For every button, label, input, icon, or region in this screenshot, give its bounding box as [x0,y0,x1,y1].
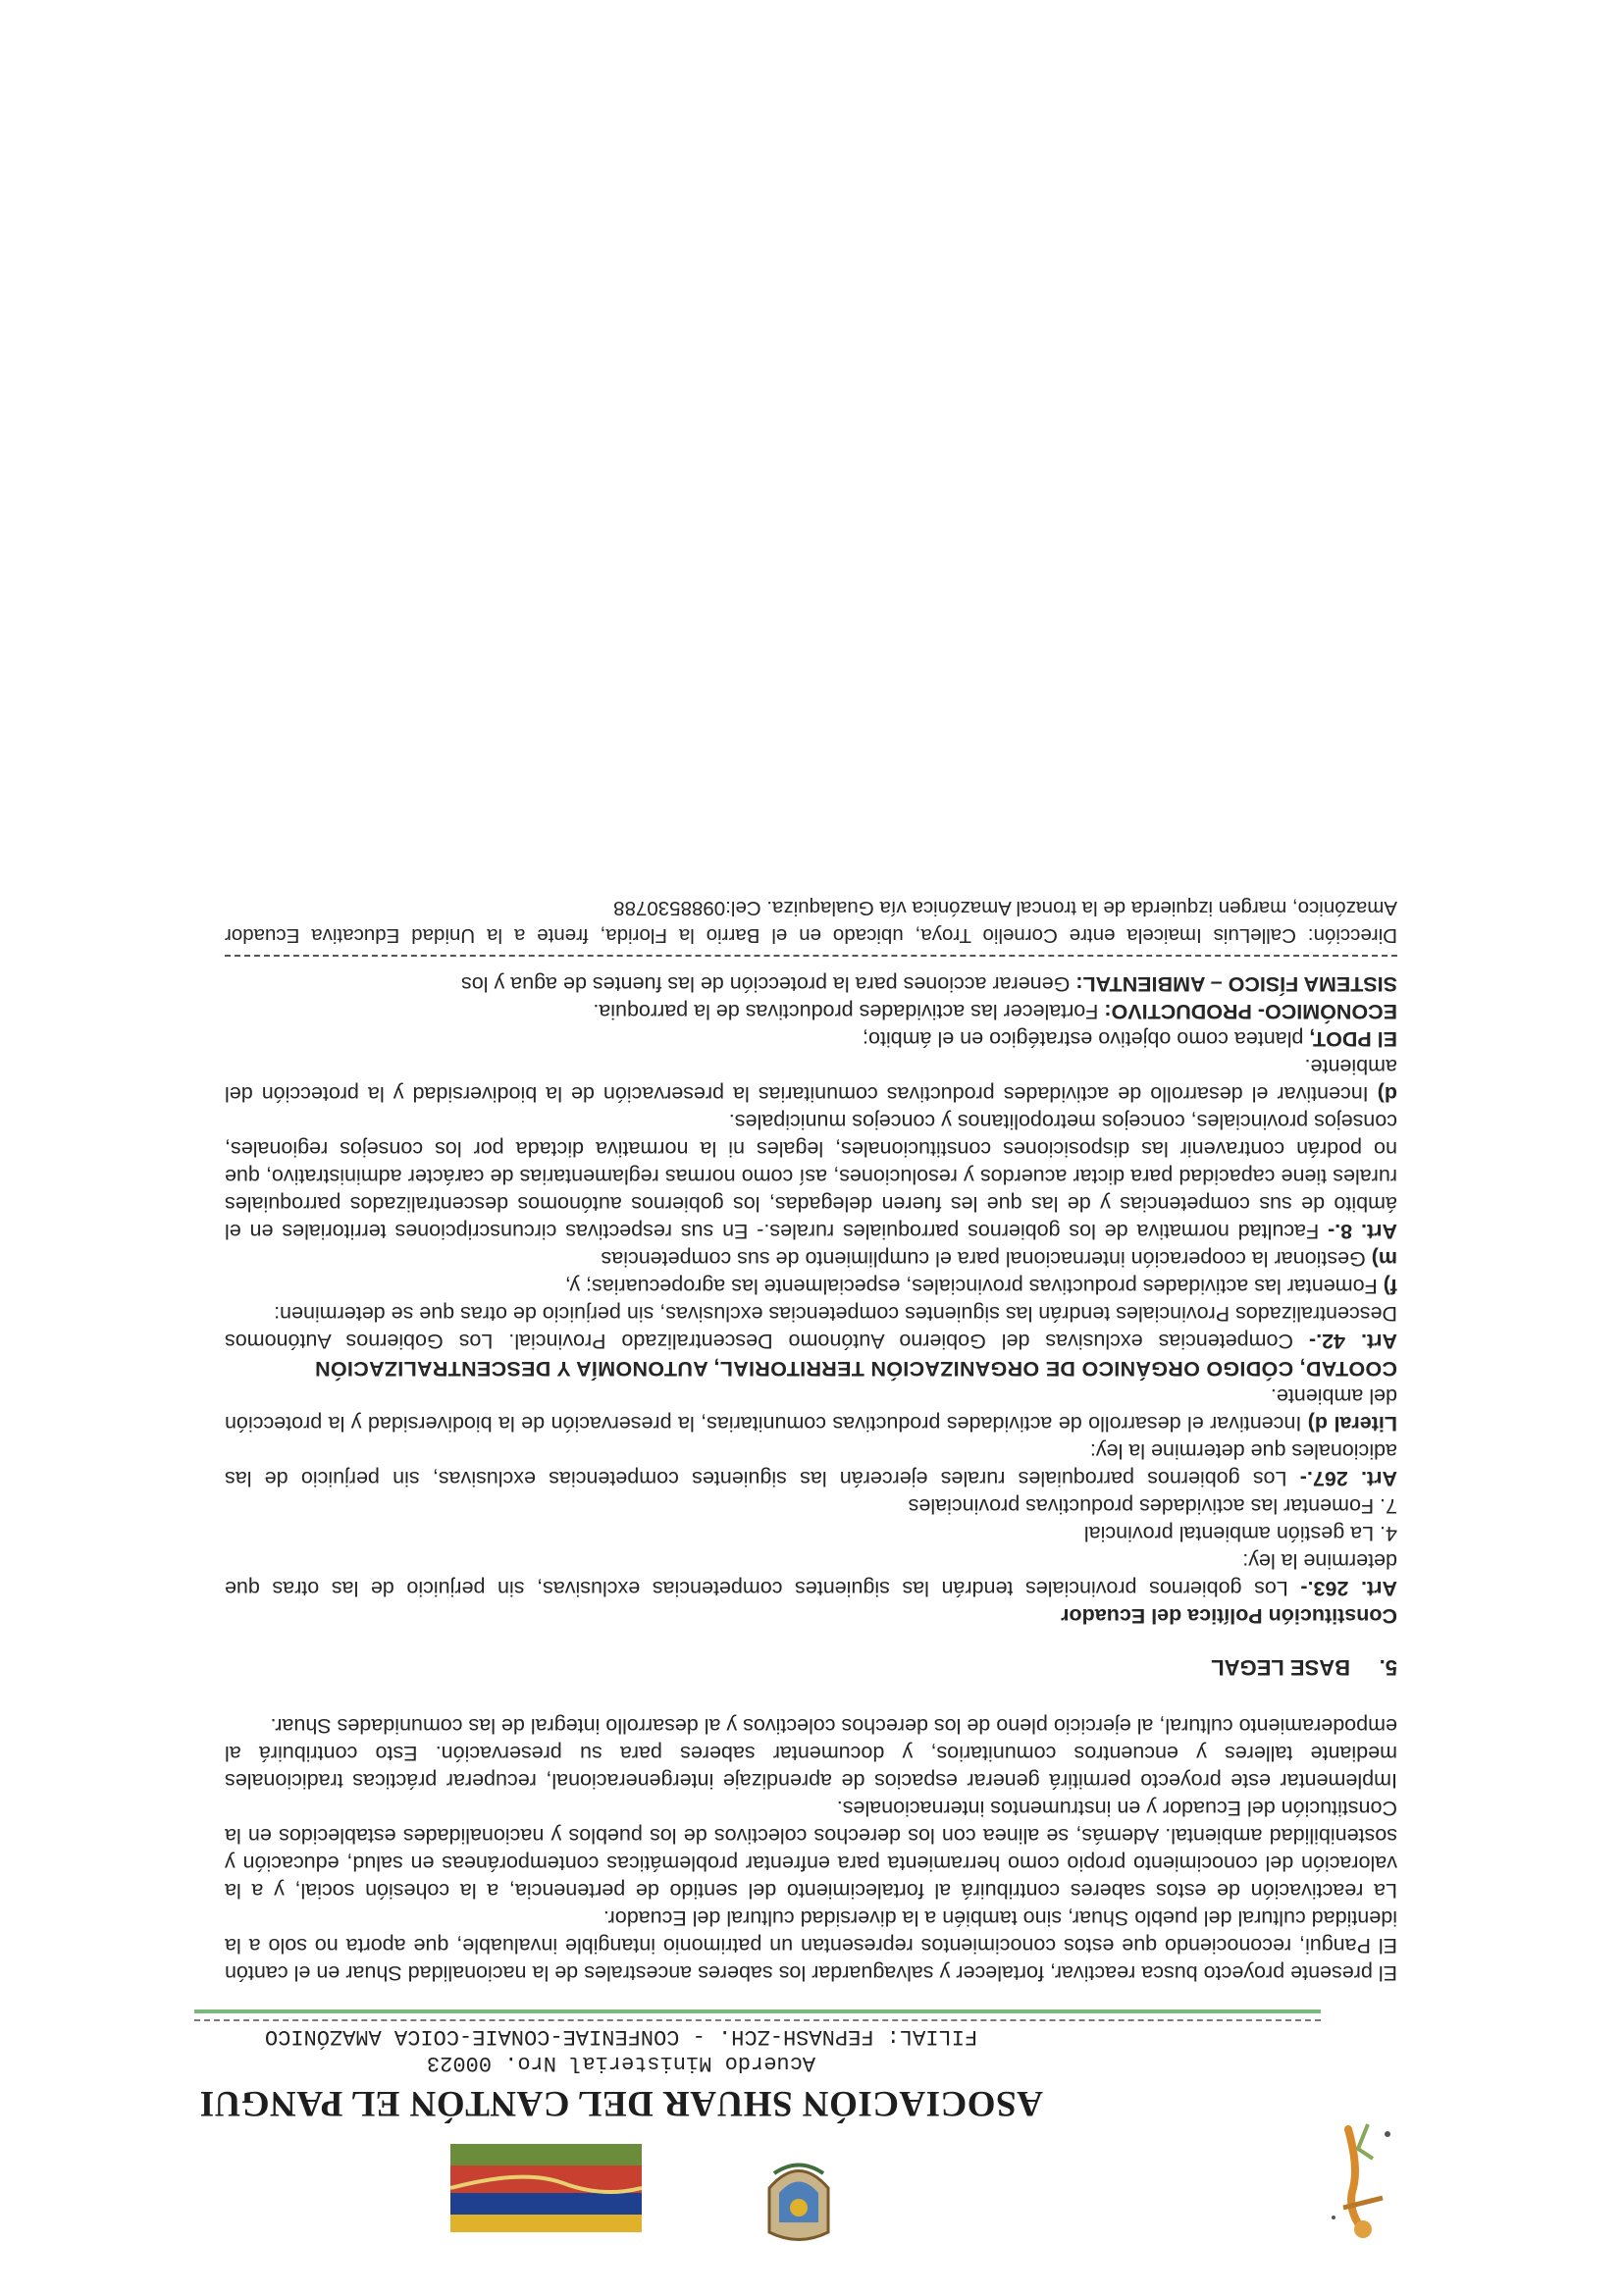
pdot-text: plantea como objetivo estratégico en el ámbito; [863,1027,1310,1051]
footer-address: Dirección: CalleLuis Imaicela entre Cornelio Troya, ubicado en el Barrio la Florida, frente a la Unidad Educativa Ecuador Amazónico, margen izquierda de la troncal Amazónica vía Gualaquiza. Cel:0988530788 [225,897,1397,947]
header-green-rule [194,2009,1321,2013]
art-263 [225,1547,1397,1602]
pdot-environmental [225,970,1397,998]
section-heading [225,1653,1397,1681]
pdot-objective [225,1025,1397,1053]
footer [225,894,1397,949]
pdot-economic-label: ECONÓMICO- PRODUCTIVO: [1104,1000,1397,1023]
literal-d-text: Incentivar el desarrollo de actividades productivas comunitarias, la preservación de la biodiversidad y la protección del ambiente. [225,1384,1397,1435]
intro-paragraph-2: La reactivación de estos saberes contribuirá al fortalecimiento del sentido de pertenencia, a la cohesión social, y a la valoración del conocimiento propio como herramienta para enfrentar problemáticas contemporáneas en salud, educación y sostenibilidad ambiental. Además, se alinea con los derechos colectivos de los pueblos y nacionalidades establecidos en la Constitución del Ecuador y en instrumentos internacionales. [225,1797,1397,1903]
organization-name: ASOCIACIÓN SHUAR DEL CANTÓN EL PANGUI [199,2083,1043,2123]
art-267-label: Art. 267.- [1299,1467,1397,1490]
pdot-economic [225,998,1397,1025]
item-d [225,1053,1397,1108]
item-f-label: f) [1383,1275,1397,1298]
art-8-label: Art. 8.- [1328,1220,1397,1243]
item-m-text: Gestionar la cooperación internacional para el cumplimiento de sus competencias [601,1247,1372,1271]
literal-d-label: Literal d) [1307,1412,1397,1435]
intro-paragraph-3: Implementar este proyecto permitirá generar espacios de aprendizaje intergeneracional, recuperar prácticas tradicionales mediante talleres y encuentros comunitarios, y documentar saberes para su preservación. Esto contribuirá al empoderamiento cultural, al ejercicio pleno de los derechos colectivos y al desarrollo integral de las comunidades Shuar. [225,1714,1397,1793]
art-263-text: Los gobiernos provinciales tendrán las siguientes competencias exclusivas, sin perjuicio de las otras que determine la ley: [225,1549,1397,1600]
art-267 [225,1437,1397,1492]
item-f [225,1273,1397,1300]
letterhead [0,2011,1623,2296]
intro-paragraph-1: El presente proyecto busca reactivar, fortalecer y salvaguardar los saberes ancestrales de la nacionalidad Shuar en el cantón El Pangui, reconociendo que estos conocimientos representan un patrimonio intangible invaluable, que aporta no solo a la identidad cultural del pueblo Shuar, sino también a la diversidad cultural del Ecuador. [225,1906,1397,1985]
art-263-label: Art. 263.- [1300,1577,1397,1600]
intro-section [225,1712,1397,1987]
item-7: 7. Fomentar las actividades productivas provinciales [908,1494,1397,1518]
provincial-seal-logo [759,2149,838,2247]
item-f-text: Fomentar las actividades productivas provinciales, especialmente las agropecuarias; y, [564,1275,1384,1298]
section-number: 5. [1379,1655,1397,1680]
item-d-text: Incentivar el desarrollo de actividades productivas comunitarias la preservación de la biodiversidad y la protección del ambiente. [225,1055,1397,1106]
footer-divider [225,955,1397,957]
art-42-text: Competencias exclusivas del Gobierno Autónomo Descentralizado Provincial. Los Gobiernos Autónomos Descentralizados Provinciales tendrán las siguientes competencias exclusivas, sin perjuicio de otras que se determinen: [225,1302,1397,1353]
art-8-text: Facultad normativa de los gobiernos parroquiales rurales.- En sus respectivas circunscripciones territoriales en el ámbito de sus competencias y de las que les fueren delegadas, los gobiernos autónomos descentralizados parroquiales rurales tiene capacidad para dictar acuerdos y resoluciones, así como normas reglamentarias de carácter administrativo, que no podrán contravenir las disposiciones constitucionales, legales ni la normativa dictada por los consejos regionales, consejos provinciales, concejos metropolitanos y concejos municipales. [225,1110,1397,1243]
pdot-environmental-label: SISTEMA FÍSICO – AMBIENTAL: [1075,972,1397,996]
item-4: 4. La gestión ambiental provincial [1083,1522,1397,1545]
header-divider [194,2019,1321,2021]
ministerial-agreement: Acuerdo Ministerial Nro. 00023 [426,2051,816,2075]
pdot-environmental-text: Generar acciones para la protección de las fuentes de agua y los [461,972,1076,996]
affiliation-line: FILIAL: FEPNASH-ZCH. - CONFENIAE-CONAIE-COICA AMAZÓNICO [264,2024,978,2049]
pdot-label: El PDOT, [1309,1027,1397,1051]
art-42-label: Art. 42.- [1308,1330,1397,1353]
shuar-figure-logo [1319,2110,1402,2247]
item-m-label: m) [1371,1247,1397,1271]
cootad-title: COOTAD, CÓDIGO ORGÁNICO DE ORGANIZACIÓN TERRITORIAL, AUTONOMÍA Y DESCENTRALIZACIÓN [314,1357,1397,1381]
document-body [225,894,1397,1987]
art-267-text: Los gobiernos parroquiales rurales ejercerán las siguientes competencias exclusivas, sin perjuicio de las adicionales que determine la ley: [225,1439,1397,1490]
art-42 [225,1300,1397,1355]
pdot-economic-text: Fortalecer las actividades productivas de la parroquia. [593,1000,1105,1023]
literal-d [225,1383,1397,1437]
shuar-flag-logo [450,2144,642,2232]
item-m [225,1245,1397,1273]
constitution-title: Constitución Política del Ecuador [1061,1604,1397,1628]
art-8 [225,1108,1397,1245]
section-title: BASE LEGAL [1211,1655,1350,1680]
item-d-label: d) [1377,1082,1397,1106]
